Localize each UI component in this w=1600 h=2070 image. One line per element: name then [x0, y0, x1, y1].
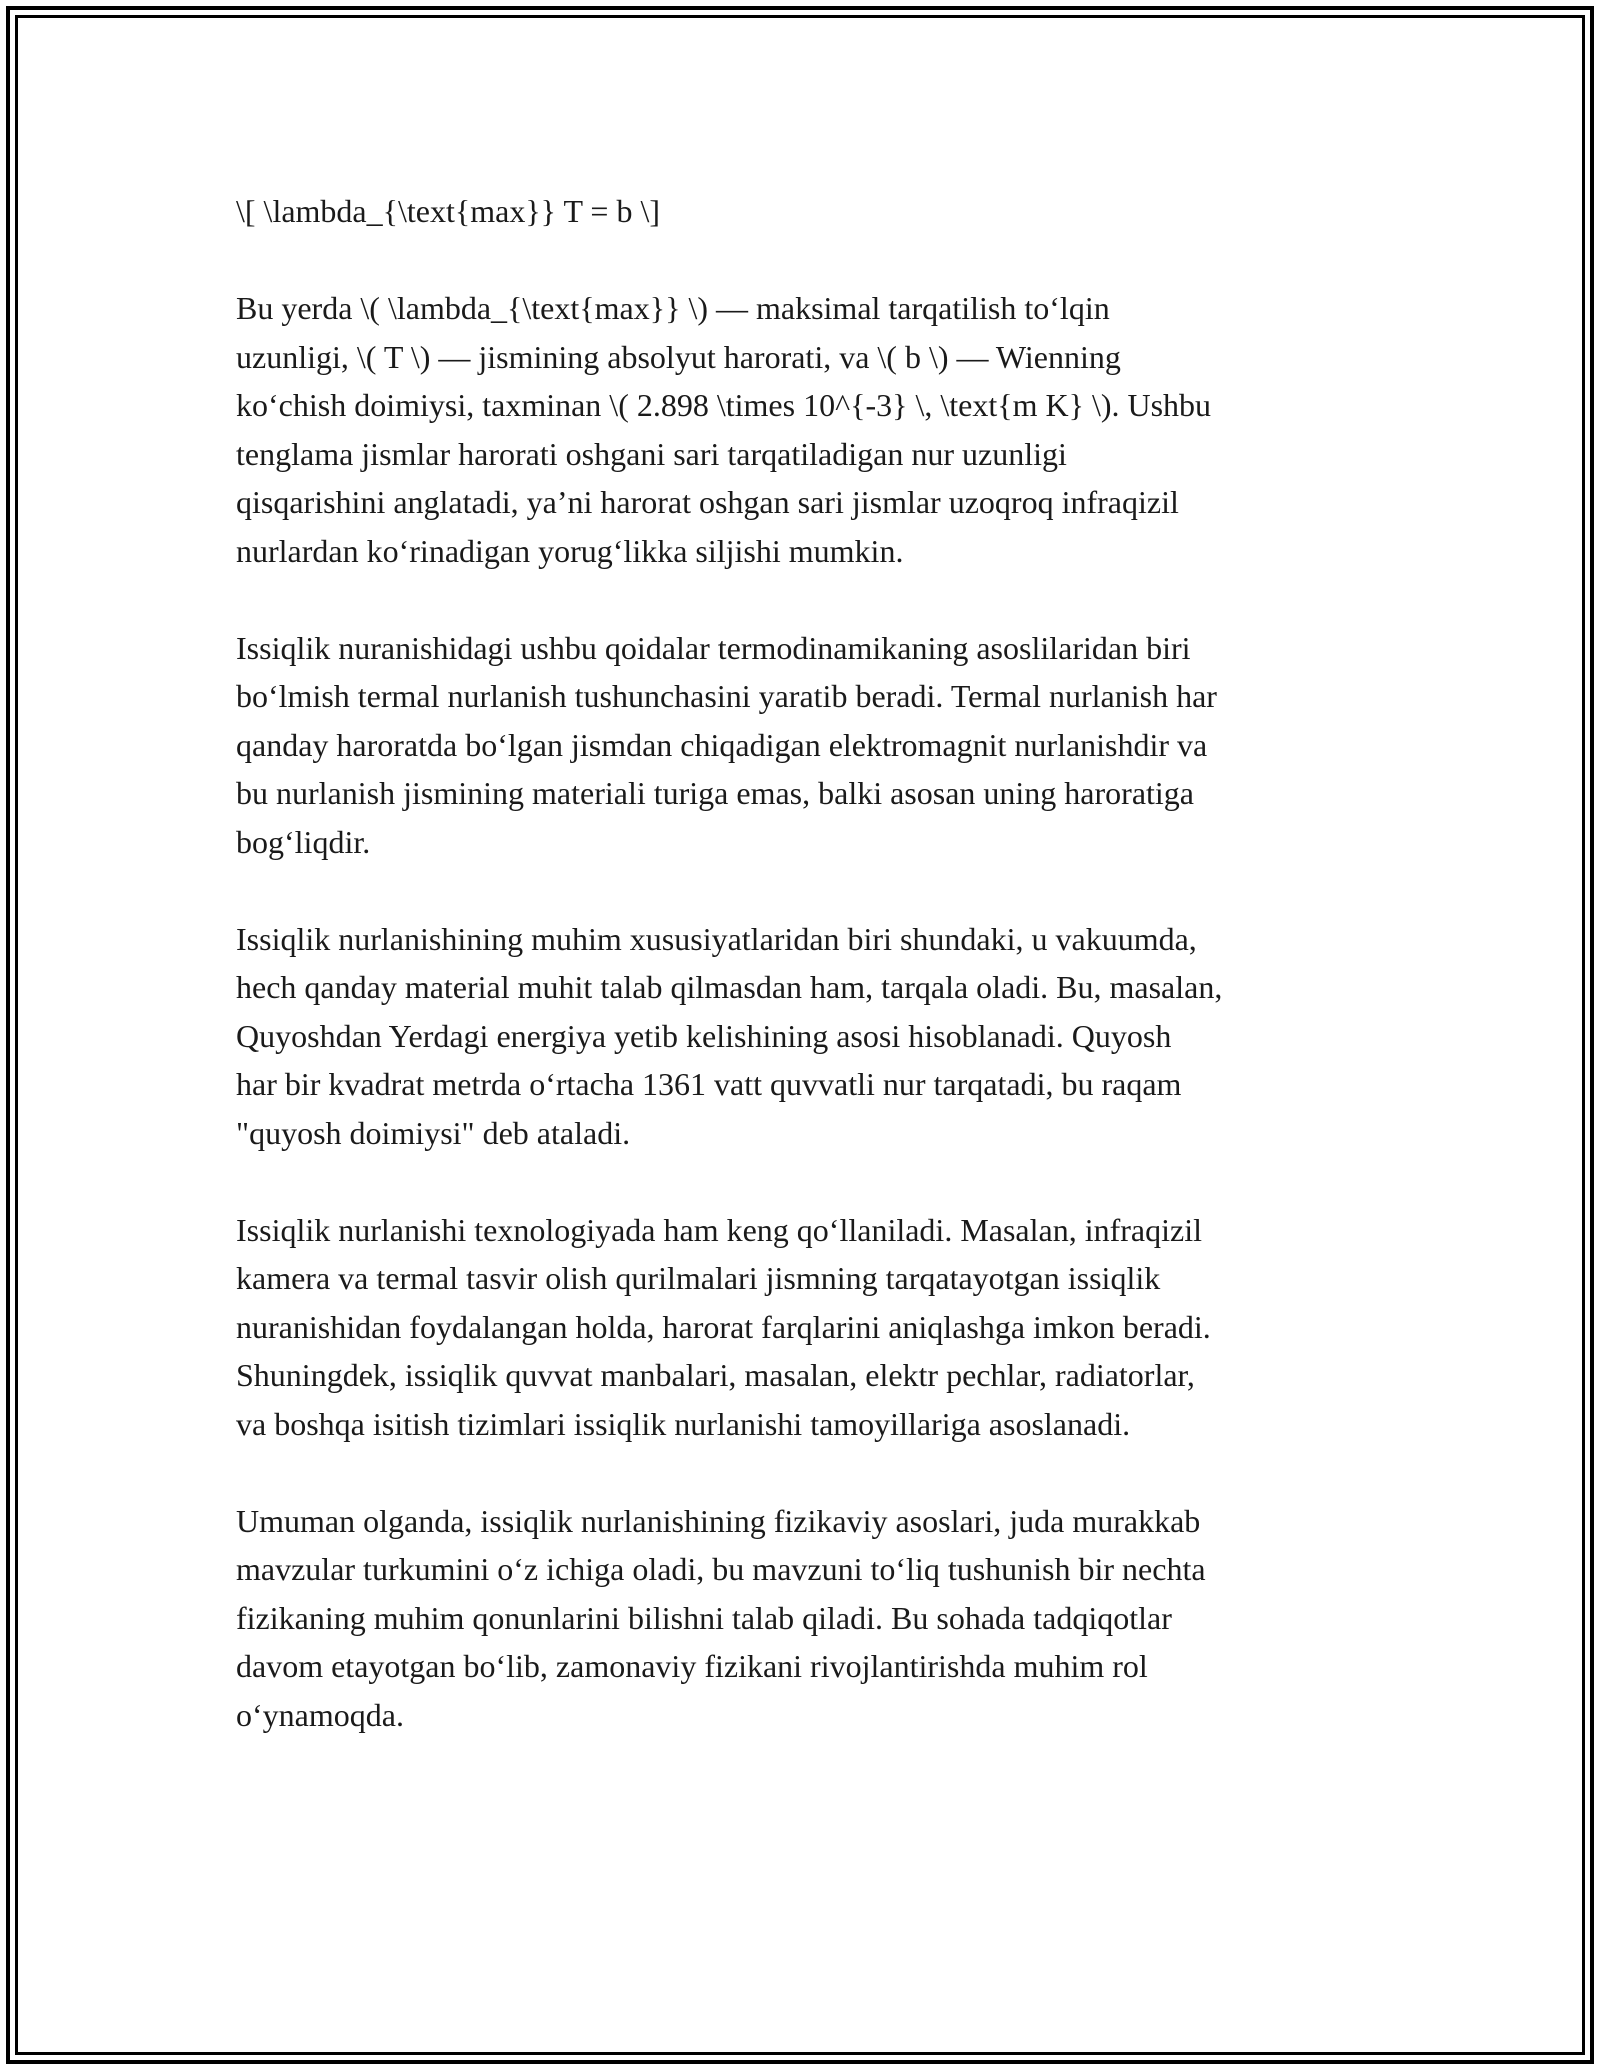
paragraph-technology: Issiqlik nurlanishi texnologiyada ham keng qo‘llaniladi. Masalan, infraqizil kamera va termal tasvir olish qurilmalari jismning tarqatayotgan issiqlik nuranishidan foydalangan holda, harorat farqlarini aniqlashga imkon beradi. Shuningdek, issiqlik quvvat manbalari, masalan, elektr pechlar, radiatorlar, va boshqa isitish tizimlari issiqlik nurlanishi tamoyillariga asoslanadi. — [236, 1211, 1211, 1442]
formula-line: \[ \lambda_{\text{max}} T = b \] — [236, 193, 661, 229]
paragraph-conclusion: Umuman olganda, issiqlik nurlanishining fizikaviy asoslari, juda murakkab mavzular turkumini o‘z ichiga oladi, bu mavzuni to‘liq tushunish bir nechta fizikaning muhim qonunlarini bilishni talab qiladi. Bu sohada tadqiqotlar davom etayotgan bo‘lib, zamonaviy fizikani rivojlantirishda muhim rol o‘ynamoqda. — [236, 1502, 1206, 1733]
paragraph-wien-law: Bu yerda \( \lambda_{\text{max}} \) — maksimal tarqatilish to‘lqin uzunligi, \( T \) — jismining absolyut harorati, va \( b \) — Wienning ko‘chish doimiysi, taxminan \( 2.898 \times 10^{-3} \, \text{m K} \). Ushbu tenglama jismlar harorati oshgani sari tarqatiladigan nur uzunligi qisqarishini anglatadi, ya’ni harorat oshgan sari jismlar uzoqroq infraqizil nurlardan ko‘rinadigan yorug‘likka siljishi mumkin. — [236, 290, 1212, 569]
paragraph-thermal-radiation: Issiqlik nuranishidagi ushbu qoidalar termodinamikaning asoslilaridan biri bo‘lmish termal nurlanish tushunchasini yaratib beradi. Termal nurlanish har qanday haroratda bo‘lgan jismdan chiqadigan elektromagnit nurlanishdir va bu nurlanish jismining materiali turiga emas, balki asosan uning haroratiga bog‘liqdir. — [236, 629, 1217, 860]
document-body — [236, 187, 1376, 1788]
paragraph-vacuum-propagation: Issiqlik nurlanishining muhim xususiyatlaridan biri shundaki, u vakuumda, hech qanday material muhit talab qilmasdan ham, tarqala oladi. Bu, masalan, Quyoshdan Yerdagi energiya yetib kelishining asosi hisoblanadi. Quyosh har bir kvadrat metrda o‘rtacha 1361 vatt quvvatli nur tarqatadi, bu raqam "quyosh doimiysi" deb ataladi. — [236, 920, 1223, 1151]
